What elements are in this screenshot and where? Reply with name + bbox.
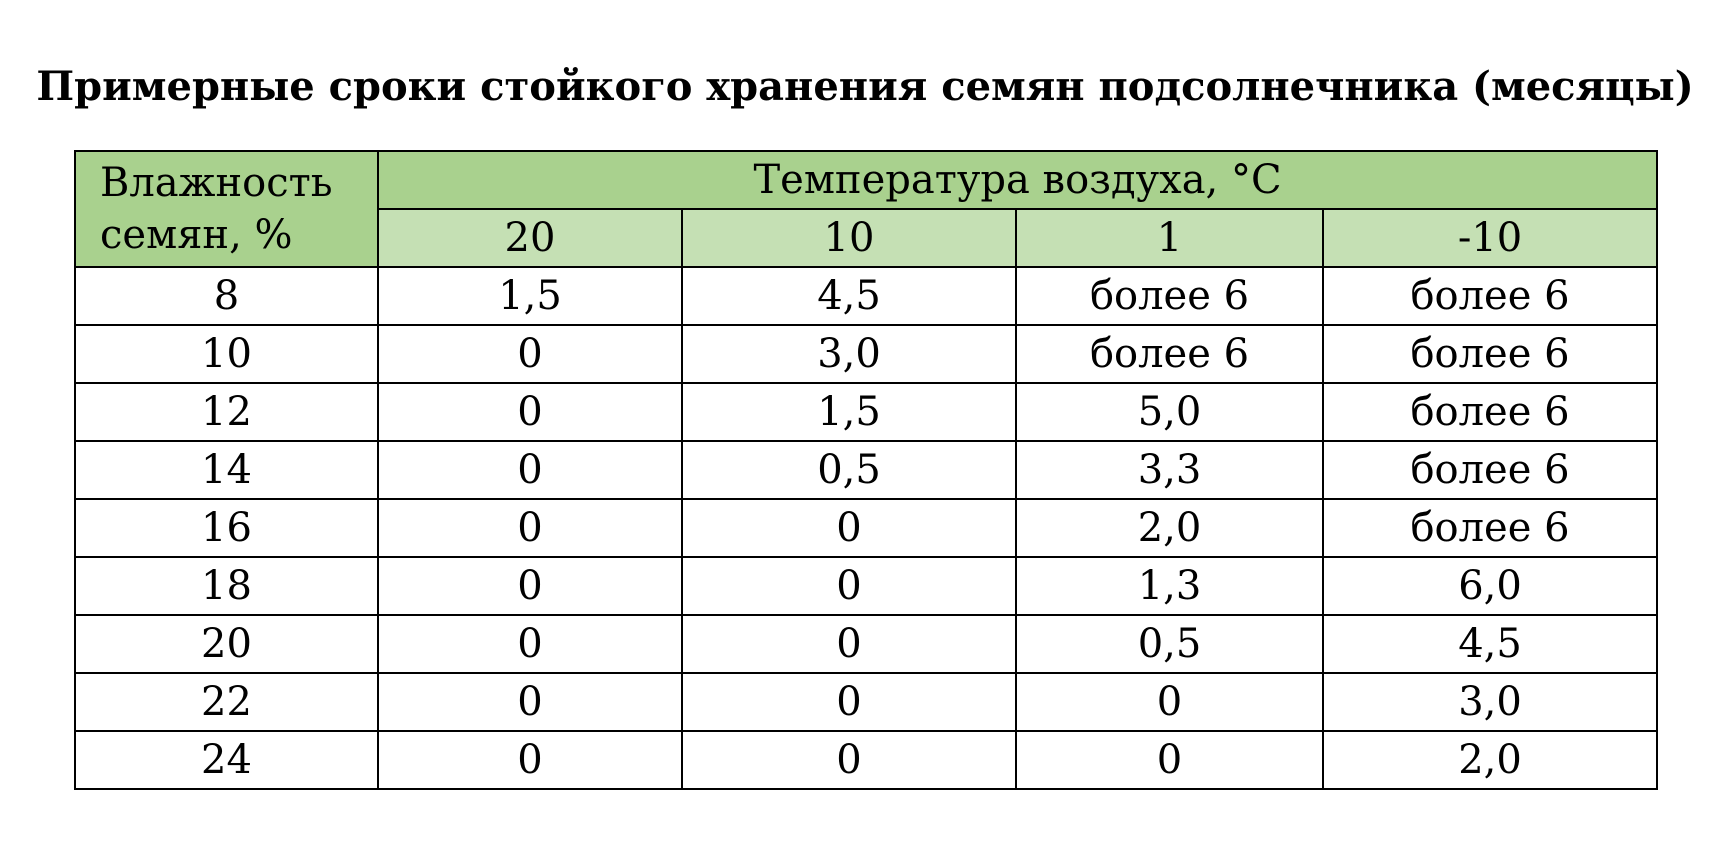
moisture-cell: 14 <box>75 441 378 499</box>
table-row <box>75 731 1657 789</box>
page-title: Примерные сроки стойкого хранения семян подсолнечника (месяцы) <box>36 63 1694 110</box>
moisture-cell: 20 <box>75 615 378 673</box>
storage-months-cell: более 6 <box>1323 267 1657 325</box>
table-row <box>75 267 1657 325</box>
storage-months-cell: более 6 <box>1323 499 1657 557</box>
storage-months-cell: 4,5 <box>1323 615 1657 673</box>
table-row <box>75 557 1657 615</box>
storage-months-cell: более 6 <box>1323 325 1657 383</box>
storage-months-cell: 0 <box>682 499 1016 557</box>
storage-months-cell: 0 <box>378 383 682 441</box>
storage-months-cell: 0 <box>682 557 1016 615</box>
storage-months-cell: 0 <box>682 673 1016 731</box>
storage-months-cell: 0 <box>682 731 1016 789</box>
storage-months-cell: 3,0 <box>1323 673 1657 731</box>
storage-months-cell: 2,0 <box>1016 499 1323 557</box>
storage-table <box>74 150 1658 790</box>
storage-months-cell: 1,5 <box>682 383 1016 441</box>
storage-months-cell: более 6 <box>1323 441 1657 499</box>
moisture-cell: 16 <box>75 499 378 557</box>
storage-months-cell: 5,0 <box>1016 383 1323 441</box>
storage-months-cell: более 6 <box>1323 383 1657 441</box>
table-row <box>75 499 1657 557</box>
temperature-group-header: Температура воздуха, °С <box>378 151 1657 209</box>
storage-months-cell: 2,0 <box>1323 731 1657 789</box>
table-row <box>75 441 1657 499</box>
storage-months-cell: 0 <box>378 673 682 731</box>
moisture-cell: 22 <box>75 673 378 731</box>
storage-months-cell: 3,0 <box>682 325 1016 383</box>
storage-months-cell: 4,5 <box>682 267 1016 325</box>
table-row <box>75 325 1657 383</box>
moisture-cell: 8 <box>75 267 378 325</box>
table-body <box>75 267 1657 789</box>
moisture-cell: 24 <box>75 731 378 789</box>
storage-months-cell: 6,0 <box>1323 557 1657 615</box>
temperature-header-1: 1 <box>1016 209 1323 267</box>
storage-months-cell: 0 <box>682 615 1016 673</box>
moisture-cell: 18 <box>75 557 378 615</box>
table-row <box>75 673 1657 731</box>
storage-months-cell: 1,3 <box>1016 557 1323 615</box>
storage-months-cell: 0 <box>378 731 682 789</box>
storage-months-cell: 0 <box>378 499 682 557</box>
temperature-header-minus-10: -10 <box>1323 209 1657 267</box>
moisture-cell: 12 <box>75 383 378 441</box>
temperature-header-10: 10 <box>682 209 1016 267</box>
storage-months-cell: 1,5 <box>378 267 682 325</box>
storage-months-cell: более 6 <box>1016 267 1323 325</box>
moisture-cell: 10 <box>75 325 378 383</box>
moisture-column-header: Влажность семян, % <box>75 151 378 267</box>
storage-months-cell: 0,5 <box>1016 615 1323 673</box>
storage-months-cell: 0 <box>378 557 682 615</box>
storage-months-cell: 0 <box>378 441 682 499</box>
storage-months-cell: 0 <box>378 325 682 383</box>
storage-months-cell: 0 <box>378 615 682 673</box>
storage-months-cell: более 6 <box>1016 325 1323 383</box>
storage-months-cell: 0 <box>1016 673 1323 731</box>
storage-months-cell: 0 <box>1016 731 1323 789</box>
table-row <box>75 615 1657 673</box>
temperature-header-20: 20 <box>378 209 682 267</box>
table-row <box>75 383 1657 441</box>
storage-months-cell: 3,3 <box>1016 441 1323 499</box>
storage-months-cell: 0,5 <box>682 441 1016 499</box>
